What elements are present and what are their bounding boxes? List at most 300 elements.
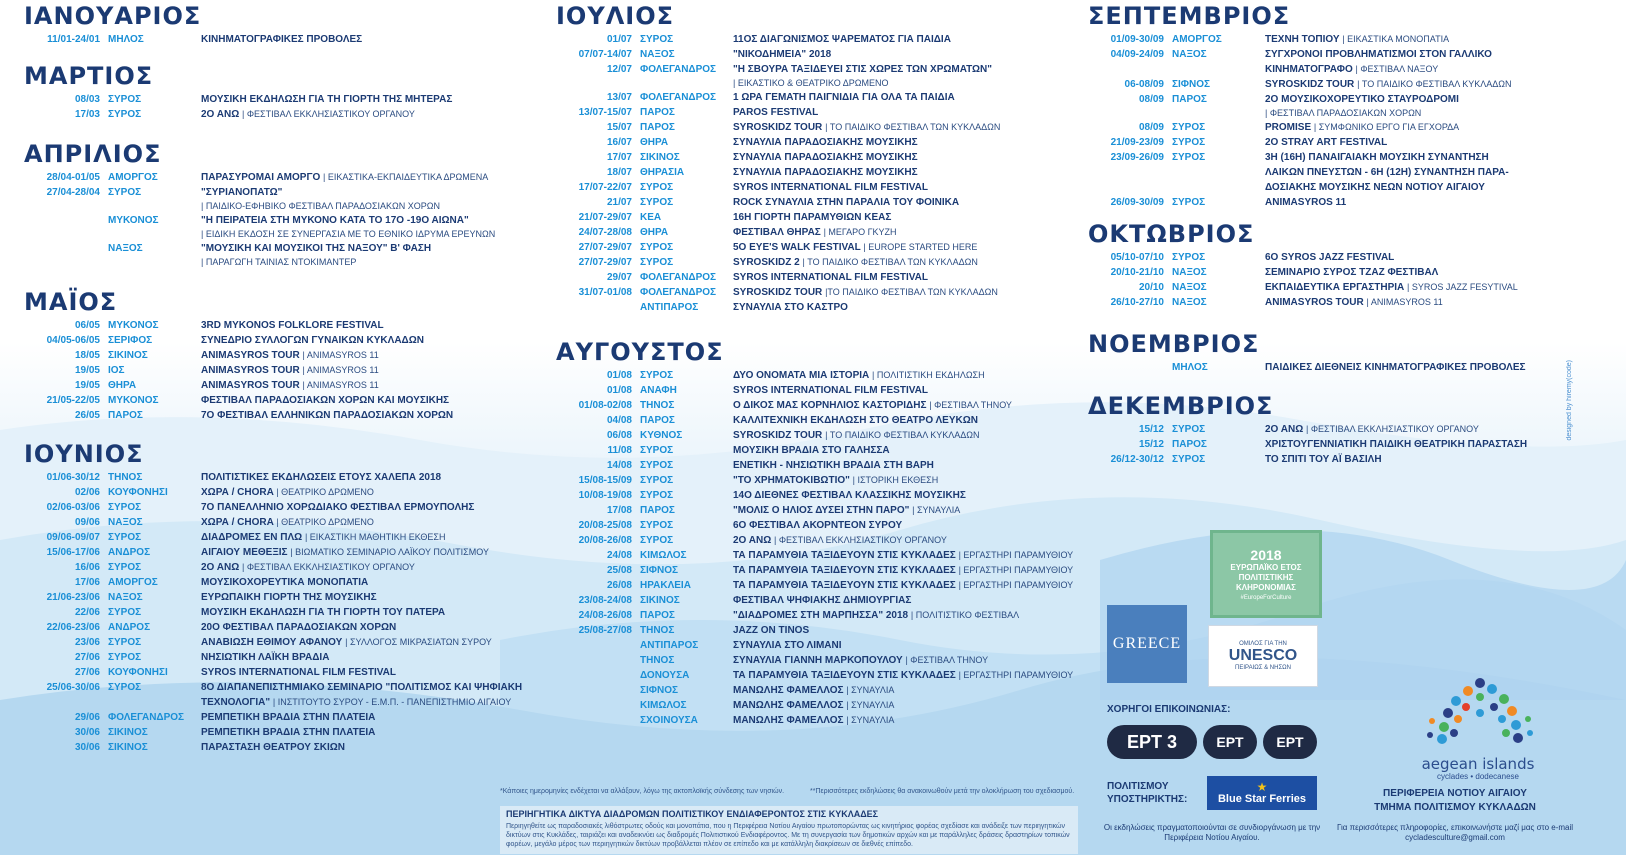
event-date: 27/07-29/07 (578, 242, 632, 253)
event-date: 08/03 (74, 94, 100, 105)
event-note: | SYROS JAZZ FESYTIVAL (1407, 282, 1518, 292)
event-info (1265, 195, 1346, 210)
event-row (556, 518, 1076, 533)
event-info (733, 488, 966, 503)
event-title: JAZZ ON TINOS (733, 625, 810, 636)
event-info (1265, 250, 1394, 265)
ert-logo-2-text: ΕΡΤ (1276, 734, 1304, 750)
event-title: ΚΑΛΛΙΤΕΧΝΙΚΗ ΕΚΔΗΛΩΣΗ ΣΤΟ ΘΕΑΤΡΟ ΛΕΥΚΩΝ (733, 415, 978, 426)
event-title: ΔΥΟ ΟΝΟΜΑΤΑ ΜΙΑ ΙΣΤΟΡΙΑ (733, 370, 870, 381)
event-row (24, 560, 544, 575)
event-row (556, 225, 1076, 240)
event-title: ΤΑ ΠΑΡΑΜΥΘΙΑ ΤΑΞΙΔΕΥΟΥΝ ΣΤΙΣ ΚΥΚΛΑΔΕΣ (733, 565, 956, 576)
event-info (201, 590, 377, 605)
ert3-logo-text: ΕΡΤ 3 (1126, 731, 1178, 752)
ert-logo-2 (1263, 725, 1317, 759)
event-note: | ΦΕΣΤΙΒΑΛ ΤΗΝΟΥ (905, 655, 989, 665)
event-date (556, 683, 632, 698)
event-title: ΔΙΑΔΡΟΜΕΣ ΕΝ ΠΛΩ (201, 532, 303, 543)
event-place: ΘΗΡΑΣΙΑ (640, 167, 685, 178)
event-row (556, 47, 1076, 62)
event-place: ΣΥΡΟΣ (1172, 424, 1206, 435)
event-title: ΠΑΡΑΣΤΑΣΗ ΘΕΑΤΡΟΥ ΣΚΙΩΝ (201, 742, 345, 753)
event-date: 27/06 (74, 652, 100, 663)
event-row (24, 500, 544, 515)
event-info (1265, 265, 1438, 280)
event-date: 30/06 (74, 742, 100, 753)
event-date: 01/08 (606, 385, 632, 396)
event-info (733, 413, 978, 428)
event-date: 15/12 (1138, 424, 1164, 435)
event-info (201, 575, 368, 590)
event-info (733, 473, 938, 488)
event-title: ΑΝΑΒΙΩΣΗ ΕΘΙΜΟΥ ΑΦΑΝΟΥ (201, 637, 343, 648)
event-row (556, 488, 1076, 503)
event-row (24, 485, 544, 500)
event-note: | ANIMASYROS 11 (302, 350, 379, 360)
event-date: 18/05 (74, 350, 100, 361)
event-title: ΚΙΝΗΜΑΤΟΓΡΑΦΙΚΕΣ ΠΡΟΒΟΛΕΣ (201, 34, 363, 45)
event-date: 15/12 (1138, 439, 1164, 450)
event-note: | ΘΕΑΤΡΙΚΟ ΔΡΩΜΕΝΟ (276, 487, 374, 497)
event-note: | ΕΙΚΑΣΤΙΚΑ ΜΟΝΟΠΑΤΙΑ (1342, 34, 1450, 44)
event-title: 11ΟΣ ΔΙΑΓΩΝΙΣΜΟΣ ΨΑΡΕΜΑΤΟΣ ΓΙΑ ΠΑΙΔΙΑ (733, 34, 951, 45)
event-date (24, 213, 100, 241)
event-note: | ΦΕΣΤΙΒΑΛ ΕΚΚΛΗΣΙΑΣΤΙΚΟΥ ΟΡΓΑΝΟΥ (242, 562, 415, 572)
event-place: ΝΑΞΟΣ (108, 592, 143, 603)
event-place: ΜΥΚΟΝΟΣ (108, 215, 159, 226)
event-title: SYROS INTERNATIONAL FILM FESTIVAL (733, 385, 928, 396)
event-info (201, 318, 384, 333)
event-row (556, 255, 1076, 270)
event-info (201, 725, 375, 740)
event-info (733, 563, 1073, 578)
event-title: ΣΥΝΑΥΛΙΑ ΣΤΟ ΛΙΜΑΝΙ (733, 640, 842, 651)
event-place: ΑΝΤΙΠΑΡΟΣ (640, 302, 699, 313)
event-title: 7Ο ΦΕΣΤΙΒΑΛ ΕΛΛΗΝΙΚΩΝ ΠΑΡΑΔΟΣΙΑΚΩΝ ΧΟΡΩΝ (201, 410, 454, 421)
event-row (1088, 135, 1558, 150)
event-title: SYROS INTERNATIONAL FILM FESTIVAL (201, 667, 396, 678)
event-row (556, 608, 1076, 623)
event-row (556, 683, 1076, 698)
event-place: ΣΥΡΟΣ (108, 637, 142, 648)
event-date: 27/06 (74, 667, 100, 678)
event-info (733, 683, 894, 698)
event-row (24, 545, 544, 560)
event-title: ΣΥΝΑΥΛΙΑ ΣΤΟ ΚΑΣΤΡΟ (733, 302, 848, 313)
event-title: PROMISE (1265, 122, 1312, 133)
event-info (733, 47, 831, 62)
event-date: 09/06 (74, 517, 100, 528)
event-info (733, 240, 977, 255)
event-title: 16Η ΓΙΟΡΤΗ ΠΑΡΑΜΥΘΙΩΝ ΚΕΑΣ (733, 212, 892, 223)
event-date: 25/08-27/08 (578, 625, 632, 636)
event-row (556, 383, 1076, 398)
event-info (733, 653, 988, 668)
event-place: ΣΙΚΙΝΟΣ (108, 727, 148, 738)
event-title: ΣΥΓΧΡΟΝΟΙ ΠΡΟΒΛΗΜΑΤΙΣΜΟΙ ΣΤΟΝ ΓΑΛΛΙΚΟ ΚΙΝΗΜΑΤΟΓΡΑΦΟ (1265, 49, 1492, 75)
event-title: 3Η (16Η) ΠΑΝΑΙΓΑΙΑΚΗ ΜΟΥΣΙΚΗ ΣΥΝΑΝΤΗΣΗ ΛΑΙΚΩΝ ΠΝΕΥΣΤΩΝ - 6Η (12Η) ΣΥΝΑΝΤΗΣΗ ΠΑΡΑ-ΔΟΣΙΑΚΗΣ ΜΟΥΣΙΚΗΣ ΝΕΩΝ ΝΟΤΙΟΥ ΑΙΓΑΙΟΥ (1265, 152, 1509, 193)
event-place: ΝΑΞΟΣ (640, 49, 675, 60)
event-place: ΚΟΥΦΟΝΗΣΙ (108, 487, 168, 498)
event-row (556, 623, 1076, 638)
event-title: Ο ΔΙΚΟΣ ΜΑΣ ΚΟΡΝΗΛΙΟΣ ΚΑΣΤΟΡΙΔΗΣ (733, 400, 927, 411)
event-row (1088, 47, 1558, 77)
event-place: ΣΕΡΙΦΟΣ (108, 335, 153, 346)
event-info (1265, 360, 1526, 375)
event-place: ΤΗΝΟΣ (640, 625, 675, 636)
event-title: "ΝΙΚΟΔΗΜΕΙΑ" 2018 (733, 49, 832, 60)
event-row (1088, 295, 1558, 310)
event-date: 08/09 (1138, 122, 1164, 133)
event-title: 14Ο ΔΙΕΘΝΕΣ ΦΕΣΤΙΒΑΛ ΚΛΑΣΣΙΚΗΣ ΜΟΥΣΙΚΗΣ (733, 490, 966, 501)
event-place: ΠΑΡΟΣ (640, 505, 675, 516)
event-title: ΣΥΝΑΥΛΙΑ ΓΙΑΝΝΗ ΜΑΡΚΟΠΟΥΛΟΥ (733, 655, 903, 666)
event-place: ΣΙΦΝΟΣ (640, 685, 678, 696)
event-row (556, 698, 1076, 713)
aegean-sub: cyclades • dodecanese (1437, 772, 1519, 781)
event-title: "Η ΠΕΙΡΑΤΕΙΑ ΣΤΗ ΜΥΚΟΝΟ ΚΑΤΑ ΤΟ 17Ο -19Ο ΑΙΩΝΑ" (201, 215, 469, 226)
event-row (24, 605, 544, 620)
event-row (24, 680, 544, 710)
event-title: ΦΕΣΤΙΒΑΛ ΘΗΡΑΣ (733, 227, 821, 238)
event-info (201, 32, 362, 47)
event-title: "ΜΟΛΙΣ Ο ΗΛΙΟΣ ΔΥΣΕΙ ΣΤΗΝ ΠΑΡΟ" (733, 505, 910, 516)
event-title: ΜΑΝΩΛΗΣ ΦΑΜΕΛΛΟΣ (733, 700, 844, 711)
event-row (556, 578, 1076, 593)
network-title: ΠΕΡΙΗΓΗΤΙΚΑ ΔΙΚΤΥΑ ΔΙΑΔΡΟΜΩΝ ΠΟΛΙΤΙΣΤΙΚΟΥ ΕΝΔΙΑΦΕΡΟΝΤΟΣ ΣΤΙΣ ΚΥΚΛΑΔΕΣ (506, 809, 879, 819)
event-title: ΧΩΡΑ / CHORA (201, 517, 274, 528)
event-row (556, 32, 1076, 47)
event-date: 11/01-24/01 (47, 34, 100, 45)
event-info (201, 92, 452, 107)
bluestar-text: Blue Star Ferries (1217, 793, 1307, 805)
event-date: 23/09-26/09 (1110, 152, 1164, 163)
event-place: ΘΗΡΑ (640, 137, 669, 148)
event-note: | ANIMASYROS 11 (302, 365, 379, 375)
event-info (201, 530, 446, 545)
event-date: 29/06 (74, 712, 100, 723)
event-info (1265, 452, 1382, 467)
event-date: 26/12-30/12 (1110, 454, 1164, 465)
event-title: "ΤΟ ΧΡΗΜΑΤΟΚΙΒΩΤΙΟ" (733, 475, 850, 486)
event-info (201, 515, 374, 530)
event-date: 25/08 (606, 565, 632, 576)
event-row (24, 378, 544, 393)
event-row (556, 548, 1076, 563)
event-title: ΝΗΣΙΩΤΙΚΗ ΛΑΪΚΗ ΒΡΑΔΙΑ (201, 652, 330, 663)
event-title: "ΔΙΑΔΡΟΜΕΣ ΣΤΗ ΜΑΡΠΗΣΣΑ" 2018 (733, 610, 909, 621)
event-place: ΑΜΟΡΓΟΣ (108, 577, 158, 588)
event-place: ΜΥΚΟΝΟΣ (108, 395, 159, 406)
unesco-logo (1208, 625, 1318, 687)
event-date: 04/09-24/09 (1110, 49, 1164, 60)
event-info (733, 90, 955, 105)
event-title: ΑΙΓΑΙΟΥ ΜΕΘΕΞΙΣ (201, 547, 288, 558)
event-row (24, 241, 544, 269)
event-title: ΤΑ ΠΑΡΑΜΥΘΙΑ ΤΑΞΙΔΕΥΟΥΝ ΣΤΙΣ ΚΥΚΛΑΔΕΣ (733, 580, 956, 591)
event-place: ΘΗΡΑ (108, 380, 137, 391)
event-info (733, 668, 1073, 683)
event-date: 16/06 (74, 562, 100, 573)
event-title: ΣΥΝΑΥΛΙΑ ΠΑΡΑΔΟΣΙΑΚΗΣ ΜΟΥΣΙΚΗΣ (733, 167, 918, 178)
event-place: ΣΥΡΟΣ (640, 370, 674, 381)
event-place: ΠΑΡΟΣ (1172, 94, 1207, 105)
event-row (24, 32, 544, 47)
event-place: ΝΑΞΟΣ (1172, 282, 1207, 293)
event-date: 01/06-30/12 (46, 472, 100, 483)
event-title: ROCK ΣΥΝΑΥΛΙΑ ΣΤΗΝ ΠΑΡΑΛΙΑ ΤΟΥ ΦΟΙΝΙΚΑ (733, 197, 960, 208)
event-date: 01/08 (606, 370, 632, 381)
event-date: 18/07 (606, 167, 632, 178)
event-place: ΣΥΡΟΣ (108, 652, 142, 663)
event-row (556, 240, 1076, 255)
event-row (1088, 77, 1558, 92)
event-row (24, 363, 544, 378)
event-info (201, 680, 531, 710)
contact-info: Για περισσότερες πληροφορίες, επικοινωνήστε μαζί μας στο e-mail cycladesculture@gmail.com (1336, 823, 1574, 842)
event-place: ΣΥΡΟΣ (640, 242, 674, 253)
event-date: 01/09-30/09 (1110, 34, 1164, 45)
event-row (24, 710, 544, 725)
event-place: ΑΜΟΡΓΟΣ (1172, 34, 1222, 45)
event-title: ΤΑ ΠΑΡΑΜΥΘΙΑ ΤΑΞΙΔΕΥΟΥΝ ΣΤΙΣ ΚΥΚΛΑΔΕΣ (733, 670, 956, 681)
event-place: ΣΥΡΟΣ (640, 34, 674, 45)
event-row (556, 195, 1076, 210)
aegean-brand: aegean islands (1421, 755, 1535, 773)
event-date: 21/07-29/07 (578, 212, 632, 223)
event-note: | ΠΟΛΙΤΙΣΤΙΚΗ ΕΚΔΗΛΩΣΗ (872, 370, 985, 380)
event-info (733, 383, 928, 398)
event-date: 13/07-15/07 (578, 107, 632, 118)
event-note: | ΤΟ ΠΑΙΔΙΚΟ ΦΕΣΤΙΒΑΛ ΤΩΝ ΚΥΚΛΑΔΩΝ (802, 257, 978, 267)
event-date: 01/07 (606, 34, 632, 45)
event-title: ΠΑΙΔΙΚΕΣ ΔΙΕΘΝΕΙΣ ΚΙΝΗΜΑΤΟΓΡΑΦΙΚΕΣ ΠΡΟΒΟΛΕΣ (1265, 362, 1526, 373)
event-place: ΝΑΞΟΣ (1172, 267, 1207, 278)
month-heading: ΟΚΤΩΒΡΙΟΣ (1088, 220, 1255, 248)
event-info (201, 665, 396, 680)
event-title: ANIMASYROS TOUR (201, 365, 300, 376)
event-note: | ΣΥΛΛΟΓΟΣ ΜΙΚΡΑΣΙΑΤΩΝ ΣΥΡΟΥ (345, 637, 492, 647)
event-row (556, 165, 1076, 180)
event-info (201, 393, 449, 408)
event-place: ΣΥΡΟΣ (108, 109, 142, 120)
event-row (556, 638, 1076, 653)
network-box (500, 806, 1078, 854)
event-info (733, 458, 934, 473)
event-place: ΚΙΜΩΛΟΣ (640, 700, 687, 711)
event-info (733, 180, 928, 195)
event-row (1088, 422, 1558, 437)
event-row (1088, 92, 1558, 120)
event-place: ΦΟΛΕΓΑΝΔΡΟΣ (108, 712, 185, 723)
event-place: ΝΑΞΟΣ (1172, 49, 1207, 60)
event-title: "ΣΥΡΙΑΝΟΠΑΤΩ" (201, 187, 283, 198)
event-row (556, 62, 1076, 90)
event-date (556, 300, 632, 315)
event-place: ΣΥΡΟΣ (1172, 197, 1206, 208)
event-date (556, 668, 632, 683)
event-row (24, 740, 544, 755)
event-row (24, 213, 544, 241)
event-info (201, 333, 424, 348)
eu-heritage-logo (1210, 530, 1322, 618)
event-info (733, 120, 1000, 135)
event-place: ΚΙΜΩΛΟΣ (640, 550, 687, 561)
event-title: SYROSKIDZ TOUR (733, 430, 823, 441)
event-info (201, 470, 441, 485)
event-row (24, 590, 544, 605)
event-info (201, 545, 489, 560)
event-note: |ΤΟ ΠΑΙΔΙΚΟ ΦΕΣΤΙΒΑΛ ΤΩΝ ΚΥΚΛΑΔΩΝ (825, 287, 998, 297)
event-row (24, 333, 544, 348)
event-date: 17/03 (74, 109, 100, 120)
event-title: 8Ο ΔΙΑΠΑΝΕΠΙΣΤΗΜΙΑΚΟ ΣΕΜΙΝΑΡΙΟ "ΠΟΛΙΤΙΣΜΟΣ ΚΑΙ ΨΗΦΙΑΚΗ ΤΕΧΝΟΛΟΓΙΑ" (201, 682, 523, 708)
event-info (733, 225, 897, 240)
event-place: ΣΥΡΟΣ (640, 197, 674, 208)
event-note: | ΤΟ ΠΑΙΔΙΚΟ ΦΕΣΤΙΒΑΛ ΚΥΚΛΑΔΩΝ (1357, 79, 1512, 89)
event-place: ΝΑΞΟΣ (108, 517, 143, 528)
event-title: ΜΑΝΩΛΗΣ ΦΑΜΕΛΛΟΣ (733, 715, 844, 726)
event-place: ΣΥΡΟΣ (1172, 454, 1206, 465)
event-place: ΤΗΝΟΣ (640, 400, 675, 411)
event-row (556, 668, 1076, 683)
month-heading: ΝΟΕΜΒΡΙΟΣ (1088, 330, 1260, 358)
event-info (201, 348, 379, 363)
event-date: 05/10-07/10 (1110, 252, 1164, 263)
ert-logo-1 (1203, 725, 1257, 759)
event-place: ΜΗΛΟΣ (1172, 362, 1208, 373)
event-title: ΦΕΣΤΙΒΑΛ ΠΑΡΑΔΟΣΙΑΚΩΝ ΧΟΡΩΝ ΚΑΙ ΜΟΥΣΙΚΗΣ (201, 395, 450, 406)
event-note: | ΕΡΓΑΣΤΗΡΙ ΠΑΡΑΜΥΘΙΟΥ (958, 580, 1074, 590)
event-place: ΣΙΚΙΝΟΣ (108, 742, 148, 753)
cultural-sponsor-line-2: ΥΠΟΣΤΗΡΙΚΤΗΣ: (1107, 794, 1188, 805)
event-info (201, 485, 374, 500)
event-title: ANIMASYROS TOUR (1265, 297, 1364, 308)
event-date: 17/06 (74, 577, 100, 588)
event-place: ΦΟΛΕΓΑΝΔΡΟΣ (640, 92, 717, 103)
event-title: 2Ο ΜΟΥΣΙΚΟΧΟΡΕΥΤΙΚΟ ΣΤΑΥΡΟΔΡΟΜΙ (1265, 94, 1459, 105)
event-place: ΣΙΦΝΟΣ (1172, 79, 1210, 90)
event-note: | ΤΟ ΠΑΙΔΙΚΟ ΦΕΣΤΙΒΑΛ ΤΩΝ ΚΥΚΛΑΔΩΝ (825, 122, 1001, 132)
event-row (24, 620, 544, 635)
event-place: ΑΝΔΡΟΣ (108, 547, 151, 558)
event-place: ΘΗΡΑ (640, 227, 669, 238)
event-title: ΕΥΡΩΠΑΙΚΗ ΓΙΟΡΤΗ ΤΗΣ ΜΟΥΣΙΚΗΣ (201, 592, 377, 603)
event-place: ΣΥΡΟΣ (1172, 152, 1206, 163)
event-subtitle: | ΦΕΣΤΙΒΑΛ ΠΑΡΑΔΟΣΙΑΚΩΝ ΧΟΡΩΝ (1265, 108, 1422, 118)
bluestar-logo (1207, 776, 1317, 810)
event-note: | ΕΡΓΑΣΤΗΡΙ ΠΑΡΑΜΥΘΙΟΥ (958, 550, 1074, 560)
event-row (556, 503, 1076, 518)
event-place: ΣΥΡΟΣ (640, 520, 674, 531)
event-place: ΣΥΡΟΣ (640, 445, 674, 456)
event-row (1088, 437, 1558, 452)
event-row (24, 515, 544, 530)
month-heading: ΜΑΡΤΙΟΣ (24, 62, 154, 90)
event-row (1088, 150, 1558, 195)
event-place: ΦΟΛΕΓΑΝΔΡΟΣ (640, 272, 717, 283)
event-row (24, 530, 544, 545)
event-title: 2Ο ΑΝΩ (201, 109, 240, 120)
event-place: ΚΥΘΝΟΣ (640, 430, 683, 441)
event-row (556, 413, 1076, 428)
event-title: SYROS INTERNATIONAL FILM FESTIVAL (733, 182, 928, 193)
column-jan-jun (24, 0, 544, 755)
event-title: ΦΕΣΤΙΒΑΛ ΨΗΦΙΑΚΗΣ ΔΗΜΙΟΥΡΓΙΑΣ (733, 595, 912, 606)
eu-year: 2018 (1250, 547, 1282, 563)
event-row (24, 170, 544, 185)
event-row (24, 635, 544, 650)
event-date: 25/06-30/06 (46, 682, 100, 693)
event-date: 20/10-21/10 (1110, 267, 1164, 278)
event-info (201, 650, 329, 665)
event-note: | ΤΟ ΠΑΙΔΙΚΟ ΦΕΣΤΙΒΑΛ ΚΥΚΛΑΔΩΝ (825, 430, 980, 440)
event-date: 29/07 (606, 272, 632, 283)
event-info (1265, 280, 1518, 295)
event-place: ΑΜΟΡΓΟΣ (108, 172, 158, 183)
event-row (556, 563, 1076, 578)
event-place: ΣΥΡΟΣ (1172, 252, 1206, 263)
event-date: 26/05 (74, 410, 100, 421)
event-place: ΣΥΡΟΣ (640, 460, 674, 471)
event-row (556, 120, 1076, 135)
event-info (733, 105, 818, 120)
event-title: ΜΑΝΩΛΗΣ ΦΑΜΕΛΛΟΣ (733, 685, 844, 696)
event-place: ΣΥΡΟΣ (640, 257, 674, 268)
event-place: ΣΥΡΟΣ (1172, 137, 1206, 148)
event-info (733, 593, 911, 608)
event-place: ΝΑΞΟΣ (108, 243, 143, 254)
event-place: ΔΟΝΟΥΣΑ (640, 670, 690, 681)
event-row (1088, 120, 1558, 135)
event-date: 14/08 (606, 460, 632, 471)
event-note: | ΣΥΜΦΩΝΙΚΟ ΕΡΓΟ ΓΙΑ ΕΓΧΟΡΔΑ (1313, 122, 1460, 132)
event-place: ΣΥΡΟΣ (1172, 122, 1206, 133)
event-title: ΣΕΜΙΝΑΡΙΟ ΣΥΡΟΣ ΤΖΑΖ ΦΕΣΤΙΒΑΛ (1265, 267, 1439, 278)
event-row (24, 470, 544, 485)
event-date: 23/06 (74, 637, 100, 648)
event-place: ΠΑΡΟΣ (640, 107, 675, 118)
event-note: | ΙΝΣΤΙΤΟΥΤΟ ΣΥΡΟΥ - Ε.Μ.Π. - ΠΑΝΕΠΙΣΤΗΜΙΟ ΑΙΓΑΙΟΥ (272, 697, 512, 707)
event-info (1265, 437, 1527, 452)
event-date: 01/08-02/08 (578, 400, 632, 411)
event-row (556, 593, 1076, 608)
event-title: 2Ο ΑΝΩ (201, 562, 240, 573)
event-title: ΣΥΝΕΔΡΙΟ ΣΥΛΛΟΓΩΝ ΓΥΝΑΙΚΩΝ ΚΥΚΛΑΔΩΝ (201, 335, 424, 346)
event-subtitle: | ΠΑΡΑΓΩΓΗ ΤΑΙΝΙΑΣ ΝΤΟΚΙΜΑΝΤΕΡ (201, 257, 357, 267)
aegean-islands-dots-icon (1400, 675, 1570, 760)
event-info (733, 623, 809, 638)
event-date: 21/06-23/06 (46, 592, 100, 603)
event-date: 23/08-24/08 (578, 595, 632, 606)
event-title: ANIMASYROS TOUR (201, 350, 300, 361)
greece-logo-text: GREECE (1112, 635, 1182, 652)
event-row (556, 458, 1076, 473)
event-info (733, 518, 902, 533)
event-date: 06/05 (74, 320, 100, 331)
event-row (556, 713, 1076, 728)
event-row (24, 575, 544, 590)
event-place: ΤΗΝΟΣ (640, 655, 675, 666)
event-row (24, 650, 544, 665)
event-title: 7Ο ΠΑΝΕΛΛΗΝΙΟ ΧΟΡΩΔΙΑΚΟ ΦΕΣΤΙΒΑΛ ΕΡΜΟΥΠΟΛΗΣ (201, 502, 475, 513)
event-date: 22/06-23/06 (46, 622, 100, 633)
event-date (1088, 360, 1164, 375)
event-date: 24/08-26/08 (578, 610, 632, 621)
event-info (733, 443, 890, 458)
event-title: ANIMASYROS TOUR (201, 380, 300, 391)
